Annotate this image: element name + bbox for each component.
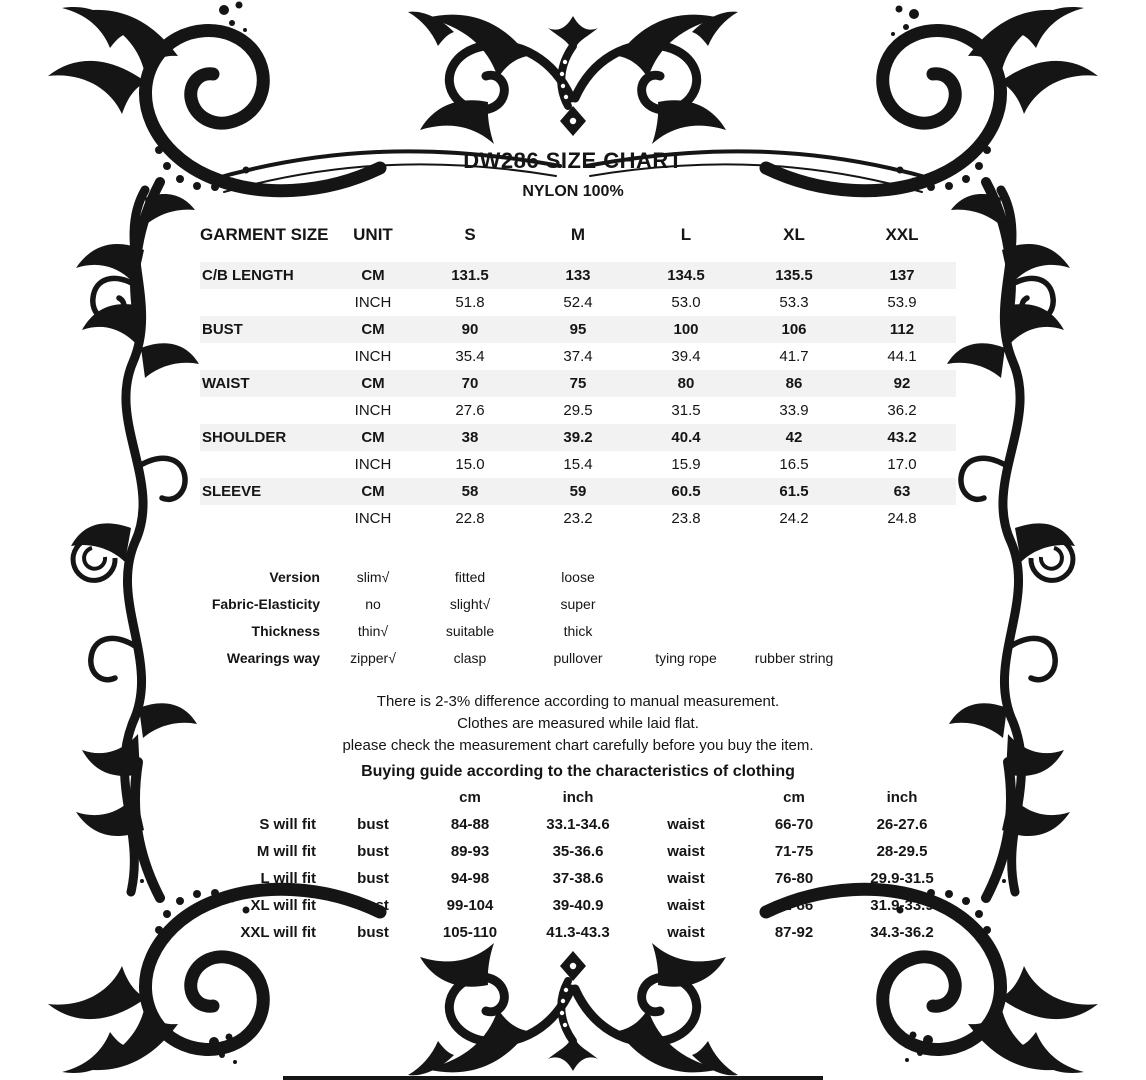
characteristic-option: thin√ <box>357 622 389 639</box>
cell-value: 40.4 <box>671 429 701 446</box>
guide-waist-cm: 81-86 <box>774 897 814 914</box>
table-row-bust-cm <box>200 316 956 343</box>
guide-waist-label: waist <box>667 870 705 887</box>
guide-waist-inch: 29.9-31.5 <box>870 870 934 887</box>
row-label: C/B LENGTH <box>202 267 294 284</box>
measurement-notes <box>140 691 1016 785</box>
guide-size-label: S will fit <box>259 816 316 833</box>
cell-value: 131.5 <box>451 267 489 284</box>
guide-col-header-cm: cm <box>783 789 805 806</box>
fabric-subtitle: NYLON 100% <box>522 183 624 200</box>
cell-value: 61.5 <box>779 483 809 500</box>
cell-value: 41.7 <box>779 348 809 365</box>
row-label: WAIST <box>202 375 250 392</box>
cell-value: 43.2 <box>887 429 917 446</box>
guide-bust-label: bust <box>357 870 389 887</box>
cell-value: 52.4 <box>563 294 593 311</box>
characteristic-option: no <box>365 595 381 612</box>
unit-cell: CM <box>361 267 385 284</box>
buying-guide-table <box>200 784 956 946</box>
guide-size-label: M will fit <box>256 843 316 860</box>
characteristic-option: suitable <box>445 622 495 639</box>
cell-value: 53.3 <box>779 294 809 311</box>
cell-value: 90 <box>461 321 479 338</box>
note-line: Clothes are measured while laid flat. <box>457 715 699 732</box>
size-table <box>200 208 956 532</box>
guide-bust-cm: 99-104 <box>446 897 494 914</box>
cell-value: 17.0 <box>887 456 917 473</box>
guide-waist-cm: 76-80 <box>774 870 814 887</box>
cell-value: 22.8 <box>455 510 485 527</box>
guide-bust-inch: 33.1-34.6 <box>546 816 610 833</box>
table-row-bust-inch <box>200 343 956 370</box>
row-label: BUST <box>202 321 243 338</box>
unit-cell: CM <box>361 321 385 338</box>
guide-bust-label: bust <box>357 843 389 860</box>
cell-value: 86 <box>785 375 803 392</box>
col-header-size-xl: XL <box>783 225 805 244</box>
characteristic-label: Thickness <box>251 622 320 639</box>
guide-row-xxl <box>200 919 956 946</box>
characteristic-label: Version <box>269 568 320 585</box>
unit-cell: INCH <box>354 294 392 311</box>
guide-waist-label: waist <box>667 924 705 941</box>
cell-value: 80 <box>677 375 695 392</box>
characteristic-option: loose <box>561 568 595 585</box>
cell-value: 60.5 <box>671 483 701 500</box>
cell-value: 15.4 <box>563 456 593 473</box>
characteristics-table <box>200 563 956 671</box>
guide-size-label: XXL will fit <box>240 924 316 941</box>
guide-col-header-cm: cm <box>459 789 481 806</box>
unit-cell: INCH <box>354 510 392 527</box>
cell-value: 135.5 <box>775 267 813 284</box>
col-header-size-m: M <box>570 225 586 244</box>
cell-value: 53.9 <box>887 294 917 311</box>
characteristic-option: slight√ <box>449 595 491 612</box>
cell-value: 36.2 <box>887 402 917 419</box>
table-row-sleeve-inch <box>200 505 956 532</box>
characteristic-option: super <box>560 595 596 612</box>
table-row-shoulder-cm <box>200 424 956 451</box>
cell-value: 39.2 <box>563 429 593 446</box>
cell-value: 100 <box>673 321 699 338</box>
table-row-shoulder-inch <box>200 451 956 478</box>
table-row-cb-length-cm <box>200 262 956 289</box>
guide-size-label: L will fit <box>260 870 316 887</box>
cell-value: 137 <box>889 267 915 284</box>
guide-bust-cm: 94-98 <box>450 870 490 887</box>
cell-value: 15.9 <box>671 456 701 473</box>
table-row-waist-cm <box>200 370 956 397</box>
cell-value: 27.6 <box>455 402 485 419</box>
guide-size-label: XL will fit <box>250 897 316 914</box>
note-line: There is 2-3% difference according to manual measurement. <box>376 693 780 710</box>
col-header-garment-size: GARMENT SIZE <box>200 225 329 245</box>
cell-value: 44.1 <box>887 348 917 365</box>
guide-bust-label: bust <box>357 924 389 941</box>
buying-guide-title: Buying guide according to the characteristics of clothing <box>361 763 795 780</box>
unit-cell: CM <box>361 429 385 446</box>
guide-row-l <box>200 865 956 892</box>
guide-bust-inch: 37-38.6 <box>552 870 604 887</box>
guide-waist-label: waist <box>667 843 705 860</box>
unit-cell: CM <box>361 483 385 500</box>
characteristic-option: pullover <box>553 649 603 666</box>
cell-value: 39.4 <box>671 348 701 365</box>
cell-value: 35.4 <box>455 348 485 365</box>
cell-value: 24.2 <box>779 510 809 527</box>
guide-bust-cm: 105-110 <box>442 924 498 941</box>
guide-bust-label: bust <box>357 816 389 833</box>
cell-value: 75 <box>569 375 587 392</box>
table-row-sleeve-cm <box>200 478 956 505</box>
unit-cell: CM <box>361 375 385 392</box>
cell-value: 38 <box>461 429 479 446</box>
guide-waist-inch: 34.3-36.2 <box>870 924 934 941</box>
col-header-unit: UNIT <box>353 225 393 244</box>
characteristic-option: fitted <box>454 568 486 585</box>
cell-value: 51.8 <box>455 294 485 311</box>
guide-bust-inch: 39-40.9 <box>552 897 604 914</box>
unit-cell: INCH <box>354 456 392 473</box>
buying-guide-header-row <box>200 784 956 811</box>
cell-value: 133 <box>565 267 591 284</box>
guide-waist-inch: 26-27.6 <box>876 816 928 833</box>
cell-value: 53.0 <box>671 294 701 311</box>
cell-value: 23.8 <box>671 510 701 527</box>
cell-value: 15.0 <box>455 456 485 473</box>
note-line: please check the measurement chart carefully before you buy the item. <box>342 737 814 754</box>
cell-value: 33.9 <box>779 402 809 419</box>
characteristic-option: rubber string <box>754 649 834 666</box>
characteristic-row-elasticity <box>200 590 956 617</box>
cell-value: 59 <box>569 483 587 500</box>
guide-row-s <box>200 811 956 838</box>
table-row-cb-length-inch <box>200 289 956 316</box>
col-header-size-l: L <box>680 225 692 244</box>
characteristic-row-thickness <box>200 617 956 644</box>
guide-waist-cm: 87-92 <box>774 924 814 941</box>
characteristic-option: clasp <box>453 649 487 666</box>
characteristic-row-version <box>200 563 956 590</box>
characteristic-option: tying rope <box>655 649 717 666</box>
row-label: SLEEVE <box>202 483 262 500</box>
col-header-size-xxl: XXL <box>885 225 919 244</box>
cell-value: 92 <box>893 375 911 392</box>
cell-value: 29.5 <box>563 402 593 419</box>
guide-row-m <box>200 838 956 865</box>
unit-cell: INCH <box>354 348 392 365</box>
characteristic-option: zipper√ <box>350 649 396 666</box>
characteristic-label: Wearings way <box>226 649 320 666</box>
col-header-size-s: S <box>464 225 476 244</box>
characteristic-row-wearing <box>200 644 956 671</box>
cell-value: 42 <box>785 429 803 446</box>
cell-value: 31.5 <box>671 402 701 419</box>
guide-bust-label: bust <box>357 897 389 914</box>
characteristic-option: thick <box>563 622 593 639</box>
cell-value: 112 <box>889 321 915 338</box>
guide-waist-inch: 28-29.5 <box>876 843 928 860</box>
guide-col-header-inch: inch <box>886 789 918 806</box>
characteristic-option: slim√ <box>356 568 390 585</box>
cell-value: 37.4 <box>563 348 593 365</box>
row-label: SHOULDER <box>202 429 287 446</box>
page-title: DW286 SIZE CHART <box>463 148 683 173</box>
cell-value: 134.5 <box>667 267 705 284</box>
cell-value: 70 <box>461 375 479 392</box>
guide-bust-cm: 84-88 <box>450 816 490 833</box>
guide-bust-cm: 89-93 <box>450 843 490 860</box>
guide-row-xl <box>200 892 956 919</box>
guide-bust-inch: 41.3-43.3 <box>546 924 610 941</box>
cell-value: 23.2 <box>563 510 593 527</box>
unit-cell: INCH <box>354 402 392 419</box>
cell-value: 95 <box>569 321 587 338</box>
characteristic-label: Fabric-Elasticity <box>211 595 320 612</box>
cell-value: 24.8 <box>887 510 917 527</box>
cell-value: 16.5 <box>779 456 809 473</box>
cell-value: 58 <box>461 483 479 500</box>
cell-value: 63 <box>893 483 911 500</box>
cell-value: 106 <box>781 321 807 338</box>
guide-waist-label: waist <box>667 816 705 833</box>
guide-waist-cm: 71-75 <box>774 843 814 860</box>
size-table-header-row <box>200 208 956 262</box>
table-row-waist-inch <box>200 397 956 424</box>
guide-col-header-inch: inch <box>562 789 594 806</box>
guide-waist-inch: 31.9-33.9 <box>870 897 934 914</box>
guide-waist-cm: 66-70 <box>774 816 814 833</box>
guide-bust-inch: 35-36.6 <box>552 843 604 860</box>
guide-waist-label: waist <box>667 897 705 914</box>
